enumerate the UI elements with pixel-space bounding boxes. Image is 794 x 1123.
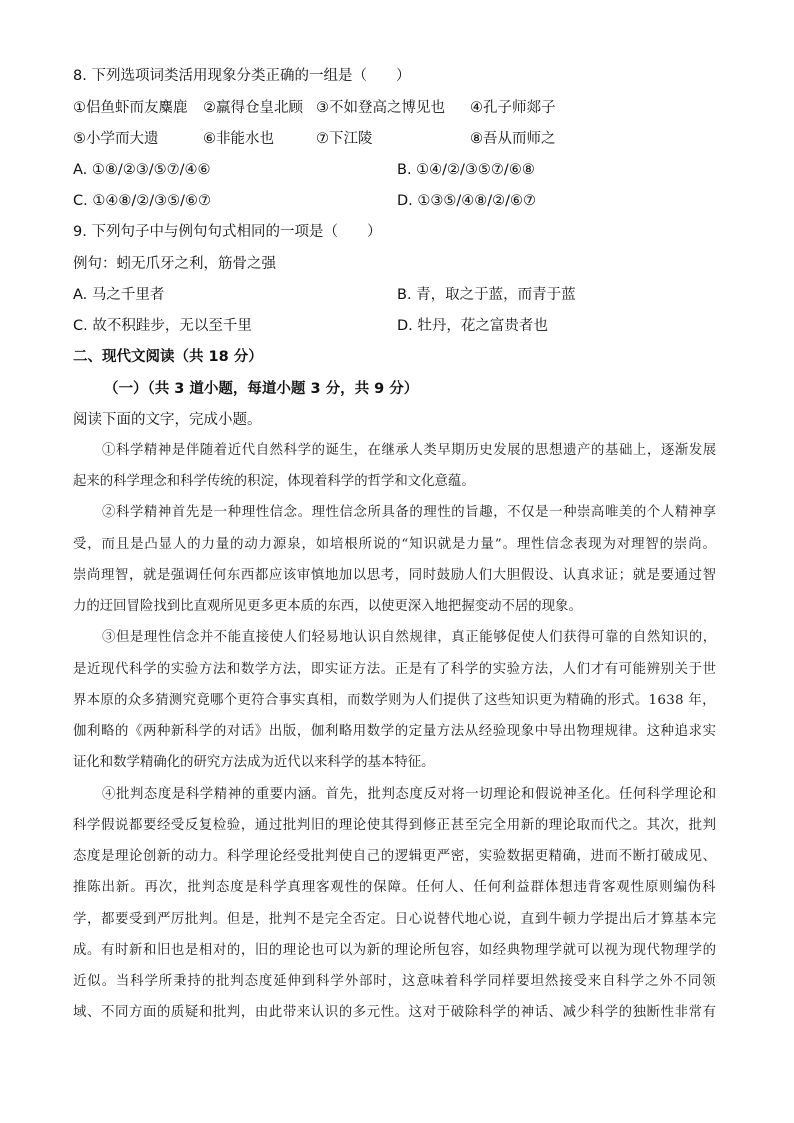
passage-line: 证化和数学精确化的研究方法成为近代以来科学的基本特征。	[73, 755, 435, 770]
q8-stem: 8. 下列选项词类活用现象分类正确的一组是（ ）	[73, 68, 411, 84]
q9-option-b: B. 青，取之于蓝，而青于蓝	[397, 287, 576, 303]
passage-line: 推陈出新。再次，批判态度是科学真理客观性的保障。任何人、任何利益群体想违背客观性原则编伪科	[73, 880, 717, 895]
passage-line: 力的迂回冒险找到比直观所见更多更本质的东西，以使更深入地把握变动不居的现象。	[73, 599, 582, 614]
q9-example: 例句：蚓无爪牙之利，筋骨之强	[73, 256, 276, 272]
q8-item-6: ⑥非能水也	[203, 131, 274, 147]
passage-line: 受，而且是凸显人的力量的动力源泉，如培根所说的“知识就是力量”。理性信念表现为对理智的崇尚。	[73, 537, 717, 552]
passage-line: 起来的科学理念和科学传统的积淀，体现着科学的哲学和文化意蕴。	[73, 474, 475, 489]
q8-option-c: C. ①④⑧/②/③⑤/⑥⑦	[73, 193, 211, 209]
q9-stem: 9. 下列句子中与例句句式相同的一项是（ ）	[73, 224, 382, 240]
passage-line: 是近现代科学的实验方法和数学方法，即实证方法。正是有了科学的实验方法，人们才有可能辨别关于世	[73, 662, 717, 677]
q8-item-8: ⑧吾从而师之	[470, 131, 556, 147]
passage-line: 界本原的众多猜测究竟哪个更符合事实真相，而数学则为人们提供了这些知识更为精确的形式。1638 年，	[73, 693, 716, 708]
q8-option-a: A. ①⑧/②③/⑤⑦/④⑥	[73, 162, 211, 178]
q8-option-d: D. ①③⑤/④⑧/②/⑥⑦	[397, 193, 537, 209]
passage-line: 成。有时新和旧也是相对的，旧的理论也可以为新的理论所包容，如经典物理学就可以视为现代物理学的	[73, 943, 717, 958]
section-title: 二、现代文阅读（共 18 分）	[73, 349, 263, 365]
q9-option-a: A. 马之千里者	[73, 287, 165, 303]
passage-line: 崇尚理智，就是强调任何东西都应该审慎地加以思考，同时鼓励人们大胆假设、认真求证；就是要通过智	[73, 568, 717, 583]
section-instruction: 阅读下面的文字，完成小题。	[73, 412, 262, 428]
passage-line: 伽利略的《两种新科学的对话》出版，伽利略用数学的定量方法从经验现象中导出物理规律。这种追求实	[73, 724, 717, 739]
passage-line: 态度是理论创新的动力。科学理论经受批判使自己的逻辑更严密，实验数据更精确，进而不断打破成见、	[73, 849, 717, 864]
passage-line: 域、不同方面的质疑和批判，由此带来认识的多元性。这对于破除科学的神话、减少科学的独断性非常有	[73, 1005, 717, 1020]
q8-item-4: ④孔子师郯子	[470, 100, 556, 116]
passage-line: ④批判态度是科学精神的重要内涵。首先，批判态度反对将一切理论和假说神圣化。任何科学理论和	[102, 787, 717, 802]
q8-item-2: ②羸得仓皇北顾	[203, 100, 303, 116]
passage-line: ①科学精神是伴随着近代自然科学的诞生，在继承人类早期历史发展的思想遗产的基础上，逐渐发展	[102, 443, 717, 458]
q8-item-5: ⑤小学而大遗	[73, 131, 159, 147]
passage-line: 近似。当科学所秉持的批判态度延伸到科学外部时，这意味着科学同样要坦然接受来自科学之外不同领	[73, 974, 717, 989]
section-subtitle: （一）（共 3 道小题，每道小题 3 分，共 9 分）	[104, 381, 419, 397]
passage-line: ②科学精神首先是一种理性信念。理性信念所具备的理性的旨趣，不仅是一种崇高唯美的个人精神享	[102, 505, 717, 520]
passage-line: ③但是理性信念并不能直接使人们轻易地认识自然规律，真正能够促使人们获得可靠的自然知识的，	[102, 630, 717, 645]
passage-line: 学，都要受到严厉批判。但是，批判不是完全否定。日心说替代地心说，直到牛顿力学提出后才算基本完	[73, 912, 717, 927]
q8-item-7: ⑦下江陵	[316, 131, 373, 147]
q9-option-c: C. 故不积跬步，无以至千里	[73, 318, 252, 334]
q9-option-d: D. 牡丹，花之富贵者也	[397, 318, 548, 334]
q8-option-b: B. ①④/②/③⑤⑦/⑥⑧	[397, 162, 535, 178]
q8-item-3: ③不如登高之博见也	[316, 100, 445, 116]
passage-line: 科学假说都要经受反复检验，通过批判旧的理论使其得到修正甚至完全用新的理论取而代之。其次，批判	[73, 818, 717, 833]
q8-item-1: ①侣鱼虾而友麋鹿	[73, 100, 188, 116]
